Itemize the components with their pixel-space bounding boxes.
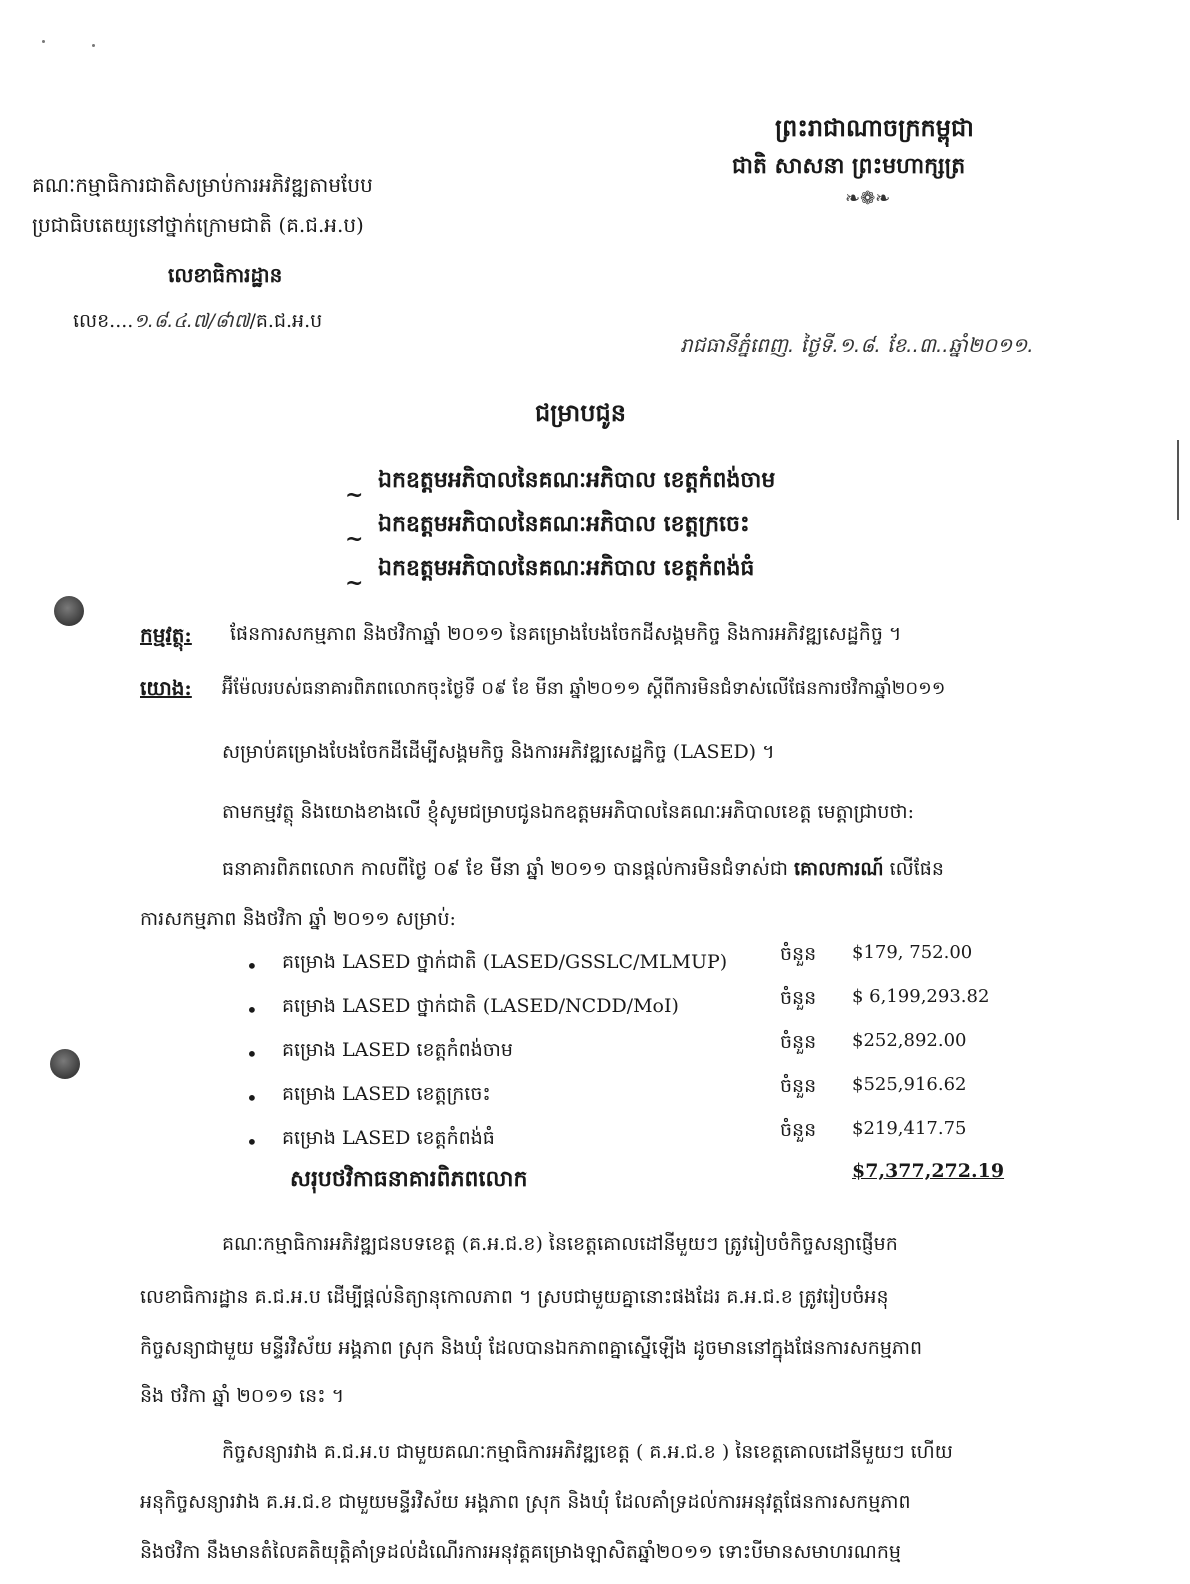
recipient-3: ឯកឧត្តមអភិបាលនៃគណៈអភិបាល ខេត្តកំពង់ធំ	[378, 555, 755, 581]
bullet: •	[246, 998, 258, 1022]
budget-item-amount: $252,892.00	[852, 1030, 967, 1051]
budget-item-amount: $219,417.75	[852, 1118, 967, 1139]
reference-line-2: សម្រាប់គម្រោងបែងចែកដីដើម្បីសង្គមកិច្ច និងការអភិវឌ្ឍសេដ្ឋកិច្ច (LASED) ។	[222, 741, 775, 763]
committee-para-line-4: និង ថវិកា ឆ្នាំ ២០១១ នេះ ។	[140, 1385, 345, 1407]
budget-item-label: គម្រោង LASED ថ្នាក់ជាតិ (LASED/GSSLC/MLMUP)	[282, 951, 728, 973]
subject-label: កម្មវត្ថុ:	[140, 623, 192, 647]
sender-line-1: គណៈកម្មាធិការជាតិសម្រាប់ការអភិវឌ្ឍតាមបែប	[32, 173, 373, 197]
reference-number	[73, 309, 322, 337]
notice-title: ជម្រាបជូន	[535, 398, 626, 427]
contract-para-line-3: និងថវិកា នឹងមានតំលៃគតិយុត្តិគាំទ្រដល់ដំណើរការអនុវត្តគម្រោងឡាសិតឆ្នាំ២០១១ ទោះបីមានសមាហរណកម្ម	[140, 1541, 901, 1563]
bank-paragraph-line-2: ការសកម្មភាព និងថវិកា ឆ្នាំ ២០១១ សម្រាប់:	[140, 908, 456, 930]
ref-label: លេខ....	[73, 310, 134, 332]
budget-item-label: គម្រោង LASED ខេត្តកំពង់ធំ	[282, 1127, 495, 1149]
committee-para-line-1: គណៈកម្មាធិការអភិវឌ្ឍជនបទខេត្ត (គ.អ.ជ.ខ) នៃខេត្តគោលដៅនីមួយៗ ត្រូវរៀបចំកិច្ចសន្យាផ្ញើមក	[222, 1233, 898, 1255]
budget-item-label: គម្រោង LASED ខេត្តក្រចេះ	[282, 1083, 491, 1105]
sender-line-2: ប្រជាធិបតេយ្យនៅថ្នាក់ក្រោមជាតិ (គ.ជ.អ.ប)	[32, 213, 364, 237]
contract-para-line-1: កិច្ចសន្យារវាង គ.ជ.អ.ប ជាមួយគណៈកម្មាធិការអភិវឌ្ឍខេត្ត ( គ.អ.ជ.ខ ) នៃខេត្តគោលដៅនីមួយៗ ហើយ	[222, 1441, 953, 1463]
committee-para-line-3: កិច្ចសន្យាជាមួយ មន្ទីរវិស័យ អង្គភាព ស្រុក និងឃុំ ដែលបានឯកភាពគ្នាស្នើឡើង ដូចមាននៅក្នុងផែនការសកម្មភាព	[140, 1337, 923, 1359]
recipient-dash: ~	[345, 570, 364, 596]
budget-item-count-label: ចំនួន	[780, 1031, 817, 1053]
budget-item-label: គម្រោង LASED ថ្នាក់ជាតិ (LASED/NCDD/MoI)	[282, 995, 679, 1017]
bullet: •	[246, 1086, 258, 1110]
ref-number: ១.៨.៤.៧/៨ា៧	[133, 310, 250, 332]
total-amount: $7,377,272.19	[852, 1160, 1005, 1182]
contract-para-line-2: អនុកិច្ចសន្យារវាង គ.អ.ជ.ខ ជាមួយមន្ទីរវិស័យ អង្គភាព ស្រុក និងឃុំ ដែលគាំទ្រដល់ការអនុវត្តផែនការសកម្មភាព	[140, 1491, 911, 1513]
place-date: រាជធានីភ្នំពេញ. ថ្ងៃទី.១.៨. ខែ..៣..ឆ្នាំ២០១១.	[680, 333, 1034, 357]
kingdom-title: ព្រះរាជាណាចក្រកម្ពុជា	[775, 113, 974, 142]
budget-item-count-label: ចំនួន	[780, 1075, 817, 1097]
ref-suffix: /គ.ជ.អ.ប	[249, 310, 323, 332]
bullet: •	[246, 954, 258, 978]
budget-item-amount: $ 6,199,293.82	[852, 986, 990, 1007]
national-motto: ជាតិ សាសនា ព្រះមហាក្សត្រ	[732, 153, 966, 179]
budget-item-label: គម្រោង LASED ខេត្តកំពង់ចាម	[282, 1039, 513, 1061]
scan-speck	[42, 40, 45, 43]
total-label: សរុបថវិកាធនាគារពិភពលោក	[290, 1166, 528, 1192]
budget-item-amount: $179, 752.00	[852, 942, 973, 963]
recipient-2: ឯកឧត្តមអភិបាលនៃគណៈអភិបាល ខេត្តក្រចេះ	[378, 511, 750, 537]
scan-speck	[92, 44, 95, 47]
budget-item-count-label: ចំនួន	[780, 943, 817, 965]
ornament-divider: ❧❁❧	[845, 188, 891, 209]
budget-item-count-label: ចំនួន	[780, 987, 817, 1009]
budget-item-count-label: ចំនួន	[780, 1119, 817, 1141]
intro-paragraph: តាមកម្មវត្ថុ និងយោងខាងលើ ខ្ញុំសូមជម្រាបជូនឯកឧត្តមអភិបាលនៃគណៈអភិបាលខេត្ត មេត្តាជ្រាបថា:	[222, 801, 914, 823]
scan-edge-line	[1177, 440, 1179, 520]
bank-para-post: លើផែន	[889, 858, 944, 880]
punch-hole	[54, 596, 84, 626]
bank-para-principle: គោលការណ៍	[794, 858, 884, 880]
secretariat-label: លេខាធិការដ្ឋាន	[168, 263, 283, 287]
recipient-1: ឯកឧត្តមអភិបាលនៃគណៈអភិបាល ខេត្តកំពង់ចាម	[378, 467, 776, 493]
bank-paragraph-line-1	[222, 857, 944, 885]
bullet: •	[246, 1130, 258, 1154]
punch-hole	[50, 1049, 80, 1079]
budget-item-amount: $525,916.62	[852, 1074, 967, 1095]
recipient-dash: ~	[345, 482, 364, 508]
reference-line-1: អ៊ីម៉ែលរបស់ធនាគារពិភពលោកចុះថ្ងៃទី ០៩ ខែ មីនា ឆ្នាំ២០១១ ស្តីពីការមិនជំទាស់លើផែនការថវិកាឆ្នាំ២០១១	[222, 678, 946, 699]
reference-label: យោង:	[140, 676, 192, 700]
recipient-dash: ~	[345, 526, 364, 552]
bullet: •	[246, 1042, 258, 1066]
subject-text: ផែនការសកម្មភាព និងថវិកាឆ្នាំ ២០១១ នៃគម្រោងបែងចែកដីសង្គមកិច្ច និងការអភិវឌ្ឍសេដ្ឋកិច្ច ។	[230, 623, 902, 645]
committee-para-line-2: លេខាធិការដ្ឋាន គ.ជ.អ.ប ដើម្បីផ្តល់និត្យានុកោលភាព ។ ស្របជាមួយគ្នានោះផងដែរ គ.អ.ជ.ខ ត្រូវរៀបចំអនុ	[140, 1286, 889, 1308]
bank-para-pre: ធនាគារពិភពលោក កាលពីថ្ងៃ ០៩ ខែ មីនា ឆ្នាំ ២០១១ បានផ្តល់ការមិនជំទាស់ជា	[222, 858, 788, 880]
